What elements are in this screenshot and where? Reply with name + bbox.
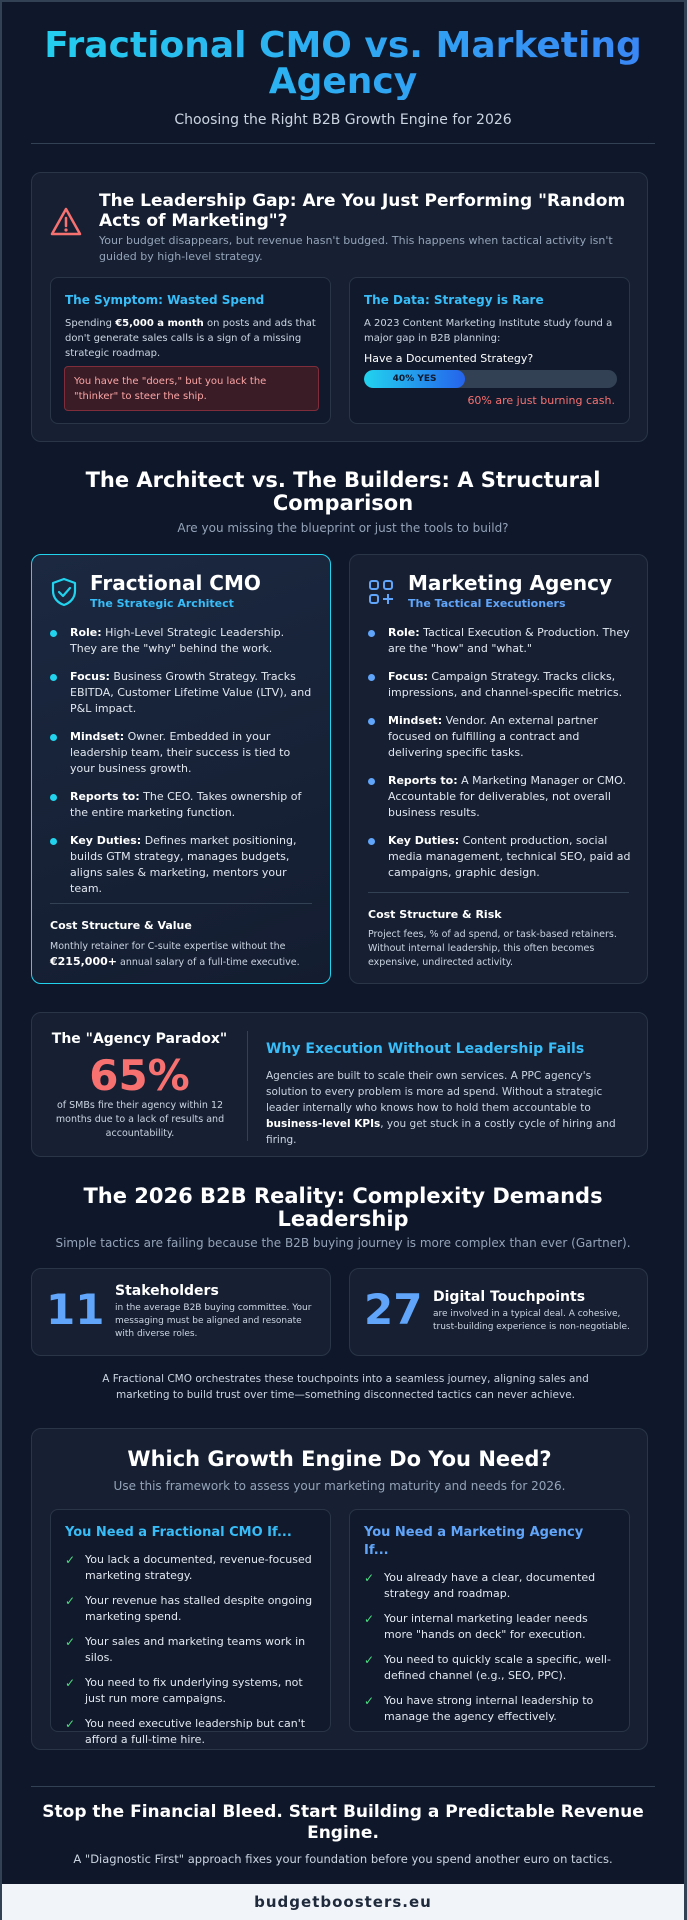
check-icon: ✓ <box>364 1653 375 1667</box>
compare-title: The Architect vs. The Builders: A Structural Comparison <box>85 468 601 515</box>
divider <box>368 892 629 893</box>
engine-title: Which Growth Engine Do You Need? <box>127 1447 552 1471</box>
agency-checklist-box <box>349 1509 630 1732</box>
paradox-card <box>31 1012 648 1157</box>
list-item: Key Duties: Content production, social media management, technical SEO, paid ad campaigns, graphic design. <box>368 833 632 881</box>
cta-title: Stop the Financial Bleed. Start Building a Predictable Revenue Engine. <box>42 1802 644 1843</box>
agency-checklist-title: You Need a Marketing Agency If... <box>364 1525 584 1558</box>
list-item: Reports to: A Marketing Manager or CMO. Accountable for deliverables, not overall business results. <box>368 773 632 821</box>
cmo-checklist-title: You Need a Fractional CMO If... <box>65 1525 292 1540</box>
check-icon: ✓ <box>364 1694 375 1708</box>
agency-cost-title: Cost Structure & Risk <box>368 908 502 921</box>
engine-card <box>31 1428 648 1750</box>
list-item: ✓ You need to quickly scale a specific, well-defined channel (e.g., SEO, PPC). <box>364 1653 611 1682</box>
reality-subtitle: Simple tactics are failing because the B2B buying journey is more complex than ever (Gartner). <box>55 1236 631 1250</box>
divider <box>31 1786 655 1787</box>
list-item: ✓ You already have a clear, documented strategy and roadmap. <box>364 1571 596 1600</box>
agency-tagline: The Tactical Executioners <box>408 597 566 610</box>
check-icon: ✓ <box>65 1676 76 1690</box>
cmo-bullet-list <box>50 625 314 909</box>
agency-card <box>349 554 648 984</box>
divider <box>247 1031 248 1141</box>
symptom-box <box>50 277 331 424</box>
stakeholders-label: Stakeholders <box>115 1283 219 1299</box>
divider <box>50 903 312 904</box>
leadership-gap-card <box>31 172 648 442</box>
cmo-cost-title: Cost Structure & Value <box>50 919 192 932</box>
burn-text: 60% are just burning cash. <box>467 394 615 407</box>
reality-title: The 2026 B2B Reality: Complexity Demands Leadership <box>83 1184 603 1231</box>
check-icon: ✓ <box>364 1612 375 1626</box>
warning-icon <box>50 207 82 241</box>
list-item: Mindset: Owner. Embedded in your leadership team, their success is tied to your business growth. <box>50 729 314 777</box>
list-item: ✓ Your revenue has stalled despite ongoing marketing spend. <box>65 1594 313 1623</box>
agency-title: Marketing Agency <box>408 571 613 595</box>
list-item: ✓ Your sales and marketing teams work in silos. <box>65 1635 306 1664</box>
agency-bullet-list <box>368 625 632 893</box>
list-item: ✓ You have strong internal leadership to manage the agency effectively. <box>364 1694 594 1723</box>
data-title: The Data: Strategy is Rare <box>364 293 544 307</box>
list-item: Key Duties: Defines market positioning, builds GTM strategy, manages budgets, aligns sales & marketing, mentors your team. <box>50 833 314 897</box>
footer-brand[interactable]: budgetboosters.eu <box>2 1884 684 1920</box>
why-title: Why Execution Without Leadership Fails <box>266 1041 585 1057</box>
data-question: Have a Documented Strategy? <box>364 352 534 365</box>
check-icon: ✓ <box>364 1571 375 1585</box>
list-item: ✓ Your internal marketing leader needs more "hands on deck" for execution. <box>364 1612 588 1641</box>
stakeholders-card <box>31 1268 331 1356</box>
stakeholders-desc: in the average B2B buying committee. Your messaging must be aligned and resonate with diverse roles. <box>115 1303 312 1339</box>
agency-checklist <box>364 1570 619 1734</box>
touchpoints-card <box>349 1268 648 1356</box>
list-item: ✓ You lack a documented, revenue-focused marketing strategy. <box>65 1553 312 1582</box>
page-title: Fractional CMO vs. Marketing Agency <box>2 28 684 100</box>
touchpoints-number: 27 <box>364 1285 423 1334</box>
check-icon: ✓ <box>65 1594 76 1608</box>
divider <box>31 143 655 144</box>
engine-subtitle: Use this framework to assess your marketing maturity and needs for 2026. <box>113 1479 566 1493</box>
data-box <box>349 277 630 424</box>
why-text: Agencies are built to scale their own services. A PPC agency's solution to every problem is more ad spend. Without a strategic leader internally who knows how to hold them accountable to business-level KPIs, you get stuck in a costly cycle of hiring and firing. <box>266 1070 616 1146</box>
symptom-alert: You have the "doers," but you lack the "thinker" to steer the ship. <box>64 366 319 411</box>
list-item: Focus: Business Growth Strategy. Tracks EBITDA, Customer Lifetime Value (LTV), and P&L impact. <box>50 669 314 717</box>
compare-subtitle: Are you missing the blueprint or just the tools to build? <box>177 521 509 535</box>
hero <box>2 2 684 128</box>
cmo-card <box>31 554 331 984</box>
list-item: Role: Tactical Execution & Production. They are the "how" and "what." <box>368 625 632 657</box>
check-icon: ✓ <box>65 1717 76 1731</box>
cta-subtitle: A "Diagnostic First" approach fixes your foundation before you spend another euro on tactics. <box>73 1852 613 1866</box>
strategy-progress-bar <box>364 370 617 388</box>
paradox-stat-desc: of SMBs fire their agency within 12 months due to a lack of results and accountability. <box>55 1100 225 1139</box>
cmo-tagline: The Strategic Architect <box>90 597 234 610</box>
agency-cost-text: Project fees, % of ad spend, or task-based retainers. Without internal leadership, this often becomes expensive, undirected activity. <box>368 929 617 968</box>
list-item: Focus: Campaign Strategy. Tracks clicks, impressions, and channel-specific metrics. <box>368 669 632 701</box>
cmo-title: Fractional CMO <box>90 571 261 595</box>
grid-plus-icon <box>368 579 394 609</box>
cmo-checklist <box>65 1552 320 1757</box>
list-item: Role: High-Level Strategic Leadership. They are the "why" behind the work. <box>50 625 314 657</box>
gap-description: Your budget disappears, but revenue hasn't budged. This happens when tactical activity isn't guided by high-level strategy. <box>99 234 613 263</box>
shield-check-icon <box>50 577 78 611</box>
touchpoints-label: Digital Touchpoints <box>433 1289 586 1305</box>
check-icon: ✓ <box>65 1635 76 1649</box>
symptom-title: The Symptom: Wasted Spend <box>65 293 265 307</box>
cmo-checklist-box <box>50 1509 331 1746</box>
stakeholders-number: 11 <box>46 1285 105 1334</box>
data-text: A 2023 Content Marketing Institute study found a major gap in B2B planning: <box>364 318 613 344</box>
list-item: ✓ You need executive leadership but can't afford a full-time hire. <box>65 1717 306 1746</box>
cmo-cost-text: Monthly retainer for C-suite expertise without the €215,000+ annual salary of a full-time executive. <box>50 941 300 968</box>
strategy-progress-fill: 40% YES <box>364 370 465 388</box>
list-item: Mindset: Vendor. An external partner focused on fulfilling a contract and delivering specific tasks. <box>368 713 632 761</box>
touchpoints-desc: are involved in a typical deal. A cohesive, trust-building experience is non-negotiable. <box>433 1309 630 1332</box>
page-subtitle: Choosing the Right B2B Growth Engine for 2026 <box>174 112 512 128</box>
list-item: Reports to: The CEO. Takes ownership of the entire marketing function. <box>50 789 314 821</box>
check-icon: ✓ <box>65 1553 76 1567</box>
reality-note: A Fractional CMO orchestrates these touchpoints into a seamless journey, aligning sales and marketing to build trust over time—something disconnected tactics can never achieve. <box>102 1373 589 1401</box>
gap-title: The Leadership Gap: Are You Just Performing "Random Acts of Marketing"? <box>99 191 626 231</box>
paradox-stat: 65% <box>89 1051 190 1100</box>
paradox-title: The "Agency Paradox" <box>51 1031 228 1047</box>
symptom-text: Spending €5,000 a month on posts and ads that don't generate sales calls is a sign of a missing strategic roadmap. <box>65 318 316 359</box>
list-item: ✓ You need to fix underlying systems, not just run more campaigns. <box>65 1676 303 1705</box>
